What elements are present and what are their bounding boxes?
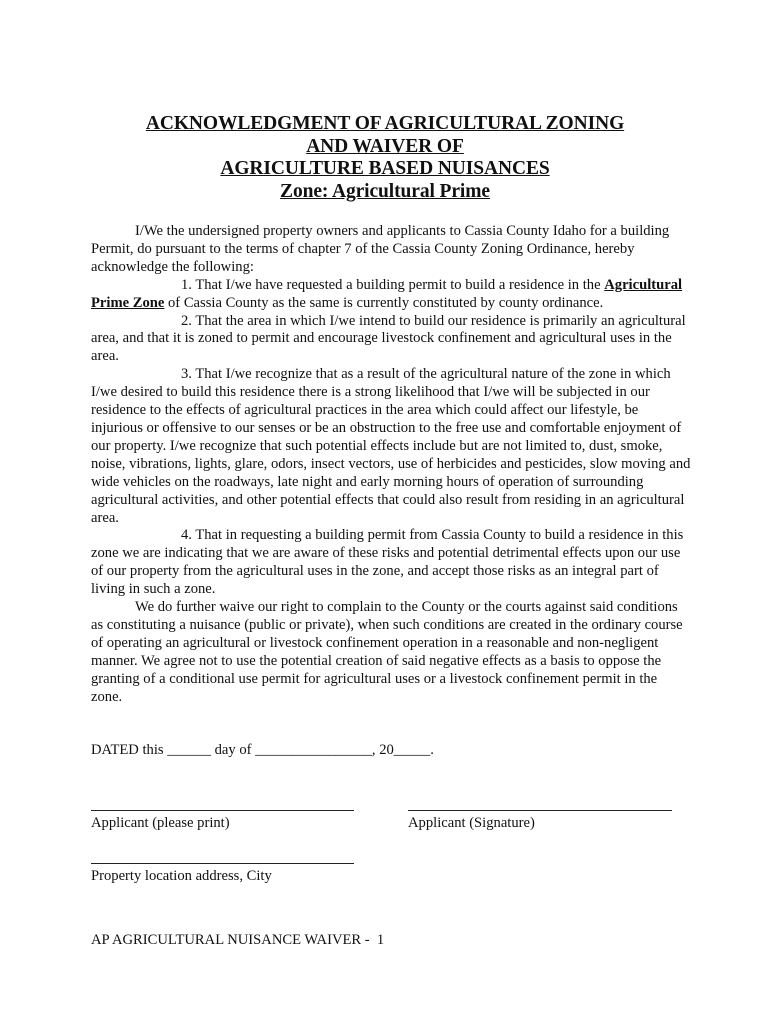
page-footer: AP AGRICULTURAL NUISANCE WAIVER - 1 bbox=[91, 932, 385, 948]
item-1-text-start: 1. That I/we have requested a building permit to build a residence in the bbox=[181, 276, 605, 293]
item-1 bbox=[91, 277, 691, 313]
applicant-signature-line bbox=[408, 810, 672, 811]
intro-paragraph: I/We the undersigned property owners and applicants to Cassia County Idaho for a building Permit, do pursuant to the terms of chapter 7 of the Cassia County Zoning Ordinance, hereby acknowledge the following: bbox=[91, 223, 670, 275]
document-body bbox=[91, 223, 691, 706]
title-line-zone: Zone: Agricultural Prime bbox=[280, 180, 490, 202]
item-3: 3. That I/we recognize that as a result of the agricultural nature of the zone in which I/we desired to build this residence there is a strong likelihood that I/we will be subjected in our residence to the effects of agricultural practices in the area which could affect our lifestyle, be injurious or offensive to our senses or be an obstruction to the free use and comfortable enjoyment of our property. I/we recognize that such potential effects include but are not limited to, dust, smoke, noise, vibrations, lights, glare, odors, insect vectors, use of herbicides and pesticides, slow moving and wide vehicles on the roadways, late night and early morning hours of operation of surrounding agricultural activities, and other potential effects that could also result from residing in an agricultural area. bbox=[91, 366, 691, 526]
property-address-label: Property location address, City bbox=[91, 868, 272, 884]
title-line-3: AGRICULTURE BASED NUISANCES bbox=[220, 158, 550, 179]
zone-name-emphasis: Agricultural Prime Zone bbox=[91, 276, 683, 311]
applicant-print-line bbox=[91, 810, 354, 811]
applicant-signature-label: Applicant (Signature) bbox=[408, 815, 535, 831]
property-address-line bbox=[91, 863, 354, 864]
waiver-paragraph: We do further waive our right to complain to the County or the courts against said conditions as constituting a nuisance (public or private), when such conditions are created in the ordinary course of operating an agricultural or livestock confinement operation in a reasonable and non-negligent manner. We agree not to use the potential creation of said negative effects as a basis to oppose the granting of a conditional use permit for agricultural uses or a livestock confinement permit in the zone. bbox=[91, 599, 683, 705]
item-4: 4. That in requesting a building permit from Cassia County to build a residence in this zone we are indicating that we are aware of these risks and potential detrimental effects upon our use of our property from the agricultural uses in the zone, and accept those risks as an integral part of living in such a zone. bbox=[91, 527, 684, 598]
item-2: 2. That the area in which I/we intend to build our residence is primarily an agricultural area, and that it is zoned to permit and encourage livestock confinement and agricultural uses in the area. bbox=[91, 312, 686, 365]
item-1-text-end: of Cassia County as the same is currently constituted by county ordinance. bbox=[164, 294, 604, 311]
title-line-2: AND WAIVER OF bbox=[306, 135, 464, 157]
applicant-print-label: Applicant (please print) bbox=[91, 815, 230, 831]
dated-line: DATED this ______ day of ________________, 20_____. bbox=[91, 742, 434, 758]
title-line-1: ACKNOWLEDGMENT OF AGRICULTURAL ZONING bbox=[145, 113, 625, 134]
document-title bbox=[0, 113, 770, 203]
